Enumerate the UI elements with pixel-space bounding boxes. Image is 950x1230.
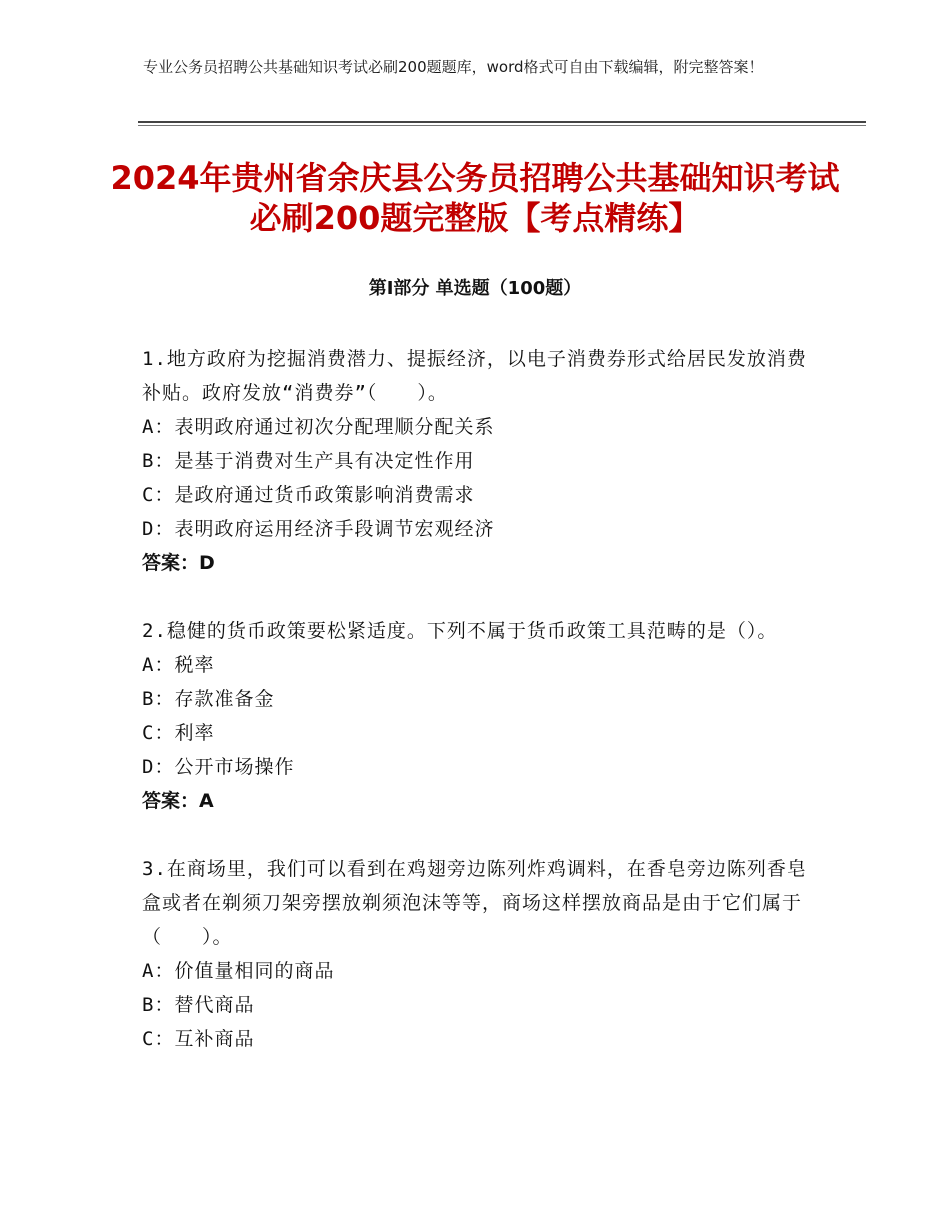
question-item-2: [142, 614, 807, 818]
question-option-b: B：替代商品: [142, 994, 255, 1016]
question-option-c: C：是政府通过货币政策影响消费需求: [142, 484, 475, 506]
question-list: [142, 342, 807, 1090]
question-option-a: A：税率: [142, 654, 215, 676]
question-item-1: [142, 342, 807, 580]
question-option-a: A：表明政府通过初次分配理顺分配关系: [142, 416, 495, 438]
question-option-b: B：是基于消费对生产具有决定性作用: [142, 450, 475, 472]
question-option-a: A：价值量相同的商品: [142, 960, 335, 982]
question-option-d: D：表明政府运用经济手段调节宏观经济: [142, 518, 495, 540]
question-stem: 3.在商场里，我们可以看到在鸡翅旁边陈列炸鸡调料，在香皂旁边陈列香皂盒或者在剃须刀架旁摆放剃须泡沫等等，商场这样摆放商品是由于它们属于（ ）。: [142, 858, 807, 948]
header-divider: [138, 121, 866, 123]
question-option-d: D：公开市场操作: [142, 756, 295, 778]
question-option-b: B：存款准备金: [142, 688, 275, 710]
header-note: 专业公务员招聘公共基础知识考试必刷200题题库，word格式可自由下载编辑，附完整答案！: [143, 58, 764, 76]
document-title: 2024年贵州省余庆县公务员招聘公共基础知识考试必刷200题完整版【考点精练】: [110, 159, 840, 237]
header-divider-thin: [138, 125, 866, 126]
question-item-3: [142, 852, 807, 1056]
question-answer: 答案：A: [142, 790, 214, 812]
question-option-c: C：互补商品: [142, 1028, 255, 1050]
question-answer: 答案：D: [142, 552, 215, 574]
section-title: 第Ⅰ部分 单选题（100题）: [368, 278, 582, 299]
question-stem: 2.稳健的货币政策要松紧适度。下列不属于货币政策工具范畴的是（）。: [142, 620, 778, 642]
question-option-c: C：利率: [142, 722, 215, 744]
question-stem: 1.地方政府为挖掘消费潜力、提振经济，以电子消费券形式给居民发放消费补贴。政府发放“消费券”（ ）。: [142, 348, 807, 404]
